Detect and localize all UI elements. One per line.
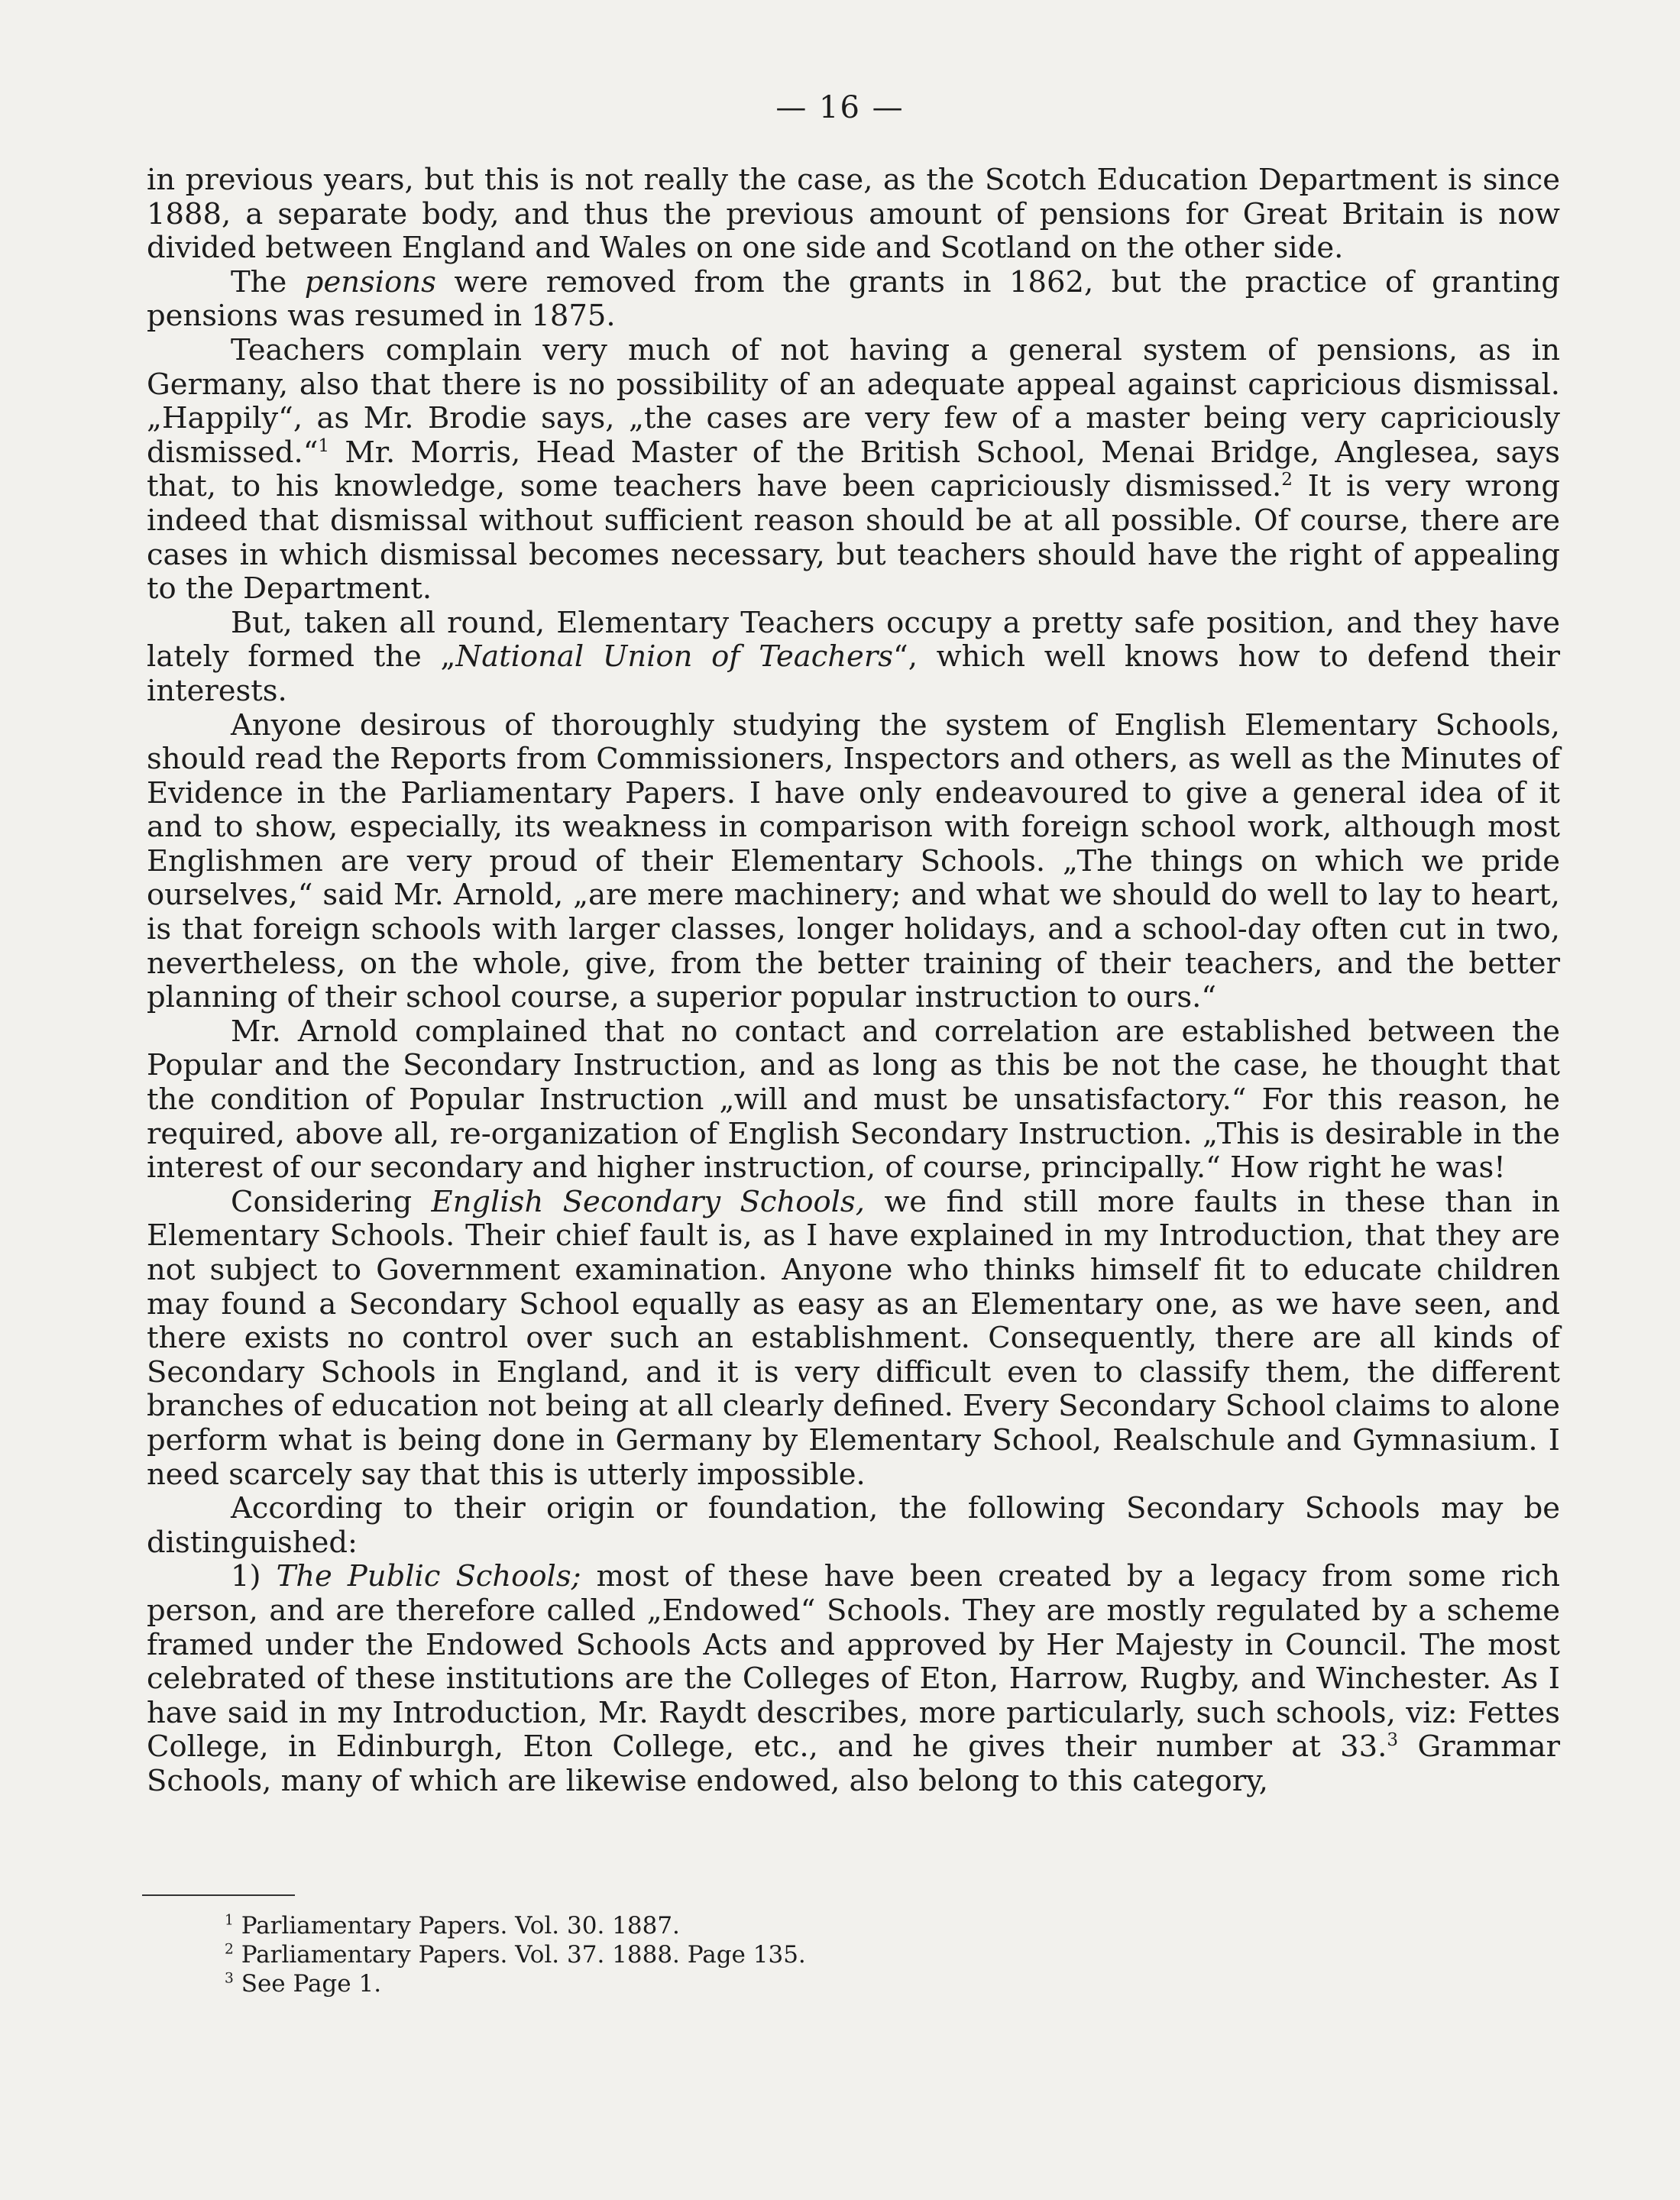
text-run: most of these have been created by a legacy from some rich person, and are therefore called „Endowed“ Schools. They are mostly regulated by a scheme framed under the Endowed Schools Acts and approved by Her Majesty in Council. The most celebrated of these institutions are the Colleges of Eton, Harrow, Rugby, and Winchester. As I have said in my Introduction, Mr. Raydt describes, more particularly, such schools, viz: Fettes College, in Edinburgh, Eton College, etc., and he gives their number at 33.: [147, 1559, 1560, 1765]
text-run: we find still more faults in these than in Elementary Schools. Their chief fault is, as I have explained in my Introduction, that they are not subject to Government examination. Anyone who thinks himself fit to educate children may found a Secondary School equally as easy as an Elementary one, as we have seen, and there exists no control over such an establishment. Consequently, there are all kinds of Secondary Schools in England, and it is very difficult even to classify them, the different branches of education not being at all clearly defined. Every Secondary School claims to alone perform what is being done in Germany by Elementary School, Realschule and Gymnasium. I need scarcely say that this is utterly impossible.: [147, 1184, 1560, 1492]
paragraph: [147, 266, 1560, 334]
footnote-mark: 1: [225, 1912, 234, 1929]
paragraph: [147, 1492, 1560, 1560]
footnote-text: Parliamentary Papers. Vol. 30. 1887.: [241, 1912, 680, 1940]
text-run: in previous years, but this is not really the case, as the Scotch Education Department is since 1888, a separate body, and thus the previous amount of pensions for Great Britain is now divided between England and Wales on one side and Scotland on the other side.: [147, 163, 1560, 266]
italic-text: pensions: [304, 264, 436, 299]
italic-text: English Secondary Schools,: [431, 1184, 865, 1219]
footnote-3: [225, 1969, 806, 1998]
footnote-divider: [142, 1894, 295, 1896]
paragraph: [147, 1186, 1560, 1492]
text-run: It is very wrong indeed that dismissal without sufficient reason should be at all possible. Of course, there are cases in which dismissal becomes necessary, but teachers should have the right of appealing to the Department.: [147, 469, 1561, 607]
footnote-mark: 2: [225, 1941, 234, 1958]
italic-text: National Union of Teachers: [455, 639, 894, 675]
text-run: were removed from the grants in 1862, but the practice of granting pensions was resumed in 1875.: [147, 264, 1560, 334]
text-run: Considering: [231, 1184, 432, 1219]
text-run: The: [231, 264, 305, 299]
footnote-text: Parliamentary Papers. Vol. 37. 1888. Page 135.: [241, 1941, 806, 1969]
text-run: Teachers complain very much of not having a general system of pensions, as in Germany, also that there is no possibility of an adequate appeal against capricious dismissal. „Happily“, as Mr. Brodie says, „the cases are very few of a master being very capriciously dismissed.“: [147, 332, 1560, 470]
footnote-text: See Page 1.: [241, 1970, 382, 1998]
text-run: 1): [231, 1559, 277, 1594]
footnotes: [225, 1911, 806, 1998]
text-run: Mr. Morris, Head Master of the British School, Menai Bridge, Anglesea, says that, to his knowledge, some teachers have been capriciously dismissed.: [147, 435, 1560, 504]
text-run: According to their origin or foundation, the following Secondary Schools may be distinguished:: [147, 1491, 1560, 1560]
paragraph: [147, 607, 1560, 709]
text-run: Mr. Arnold complained that no contact and correlation are established between the Popular and the Secondary Instruction, and as long as this be not the case, he thought that the condition of Popular Instruction „will and must be unsatisfactory.“ For this reason, he required, above all, re-organization of English Secondary Instruction. „This is desirable in the interest of our secondary and higher instruction, of course, principally.“ How right he was!: [147, 1014, 1560, 1186]
text-run: Grammar Schools, many of which are likewise endowed, also belong to this category,: [147, 1729, 1560, 1798]
footnote-ref: 3: [1387, 1730, 1399, 1751]
text-run: “, which well knows how to defend their interests.: [147, 639, 1560, 708]
paragraph: [147, 1560, 1560, 1798]
paragraph: [147, 1015, 1560, 1186]
footnote-mark: 3: [225, 1970, 234, 1987]
footnote-2: [225, 1940, 806, 1969]
paragraph: [147, 163, 1560, 266]
footnote-1: [225, 1911, 806, 1940]
paragraph: [147, 334, 1560, 607]
footnote-ref: 2: [1281, 470, 1293, 490]
paragraph: [147, 709, 1560, 1015]
page-number: — 16 —: [775, 90, 905, 125]
italic-text: The Public Schools;: [276, 1559, 581, 1594]
text-run: Anyone desirous of thoroughly studying the system of English Elementary Schools, should read the Reports from Commissioners, Inspectors and others, as well as the Minutes of Evidence in the Parliamentary Papers. I have only endeavoured to give a general idea of it and to show, especially, its weakness in comparison with foreign school work, although most Englishmen are very proud of their Elementary Schools. „The things on which we pride ourselves,“ said Mr. Arnold, „are mere machinery; and what we should do well to lay to heart, is that foreign schools with larger classes, longer holidays, and a school-day often cut in two, nevertheless, on the whole, give, from the better training of their teachers, and the better planning of their school course, a superior popular instruction to ours.“: [147, 707, 1560, 1015]
body-text: [147, 163, 1560, 1799]
text-run: But, taken all round, Elementary Teachers occupy a pretty safe position, and they have lately formed the „: [147, 605, 1560, 675]
footnote-ref: 1: [318, 435, 330, 456]
